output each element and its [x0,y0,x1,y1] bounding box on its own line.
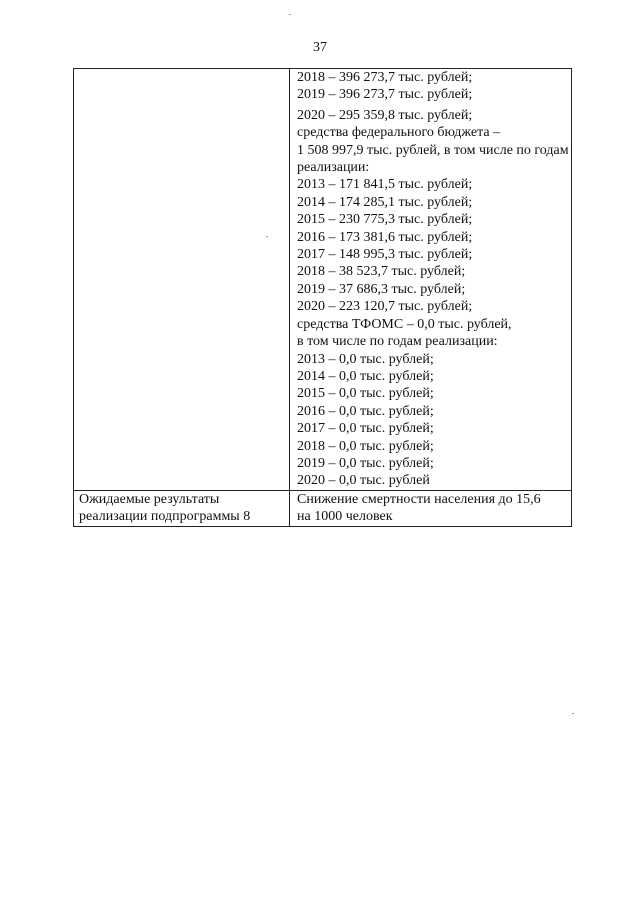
scan-speck [289,14,291,15]
text-line: 2018 – 0,0 тыс. рублей; [297,438,434,454]
table-cell-label [74,490,290,526]
cell-lines [295,69,571,490]
table-cell-value [290,69,572,491]
scan-speck [266,236,268,237]
text-line: средства ТФОМС – 0,0 тыс. рублей, [297,316,512,332]
text-line: 2020 – 0,0 тыс. рублей [297,473,430,489]
text-line: 2020 – 223 120,7 тыс. рублей; [297,299,473,315]
text-line: средства федерального бюджета – [297,125,501,141]
table-row [74,490,572,526]
text-line: 2015 – 230 775,3 тыс. рублей; [297,212,473,228]
cell-lines [295,491,571,526]
text-line: 2014 – 0,0 тыс. рублей; [297,368,434,384]
text-line: реализации: [297,160,370,176]
text-line: 2013 – 0,0 тыс. рублей; [297,351,434,367]
text-line: реализации подпрограммы 8 [79,509,251,525]
text-line: 2017 – 148 995,3 тыс. рублей; [297,247,473,263]
text-line: 2017 – 0,0 тыс. рублей; [297,421,434,437]
page-number: 37 [313,40,327,55]
text-line: 2019 – 396 273,7 тыс. рублей; [297,87,473,103]
text-line: 2018 – 396 273,7 тыс. рублей; [297,70,473,85]
table-cell-label [74,69,290,491]
text-line: 2020 – 295 359,8 тыс. рублей; [297,107,473,123]
text-line: на 1000 человек [297,509,393,525]
table-row [74,69,572,491]
text-line: 2013 – 171 841,5 тыс. рублей; [297,177,473,193]
document-table [73,68,572,527]
text-line: 2019 – 0,0 тыс. рублей; [297,455,434,471]
scan-speck [572,713,574,714]
text-line: 2016 – 0,0 тыс. рублей; [297,403,434,419]
text-line: 2019 – 37 686,3 тыс. рублей; [297,281,466,297]
text-line: 2015 – 0,0 тыс. рублей; [297,386,434,402]
text-line: в том числе по годам реализации: [297,334,498,350]
text-line: 1 508 997,9 тыс. рублей, в том числе по годам [297,142,569,158]
text-line: Ожидаемые результаты [79,491,220,507]
text-line: 2018 – 38 523,7 тыс. рублей; [297,264,466,280]
text-line: Снижение смертности населения до 15,6 [297,491,541,507]
text-line: 2016 – 173 381,6 тыс. рублей; [297,229,473,245]
table-cell-value [290,490,572,526]
text-line: 2014 – 174 285,1 тыс. рублей; [297,194,473,210]
